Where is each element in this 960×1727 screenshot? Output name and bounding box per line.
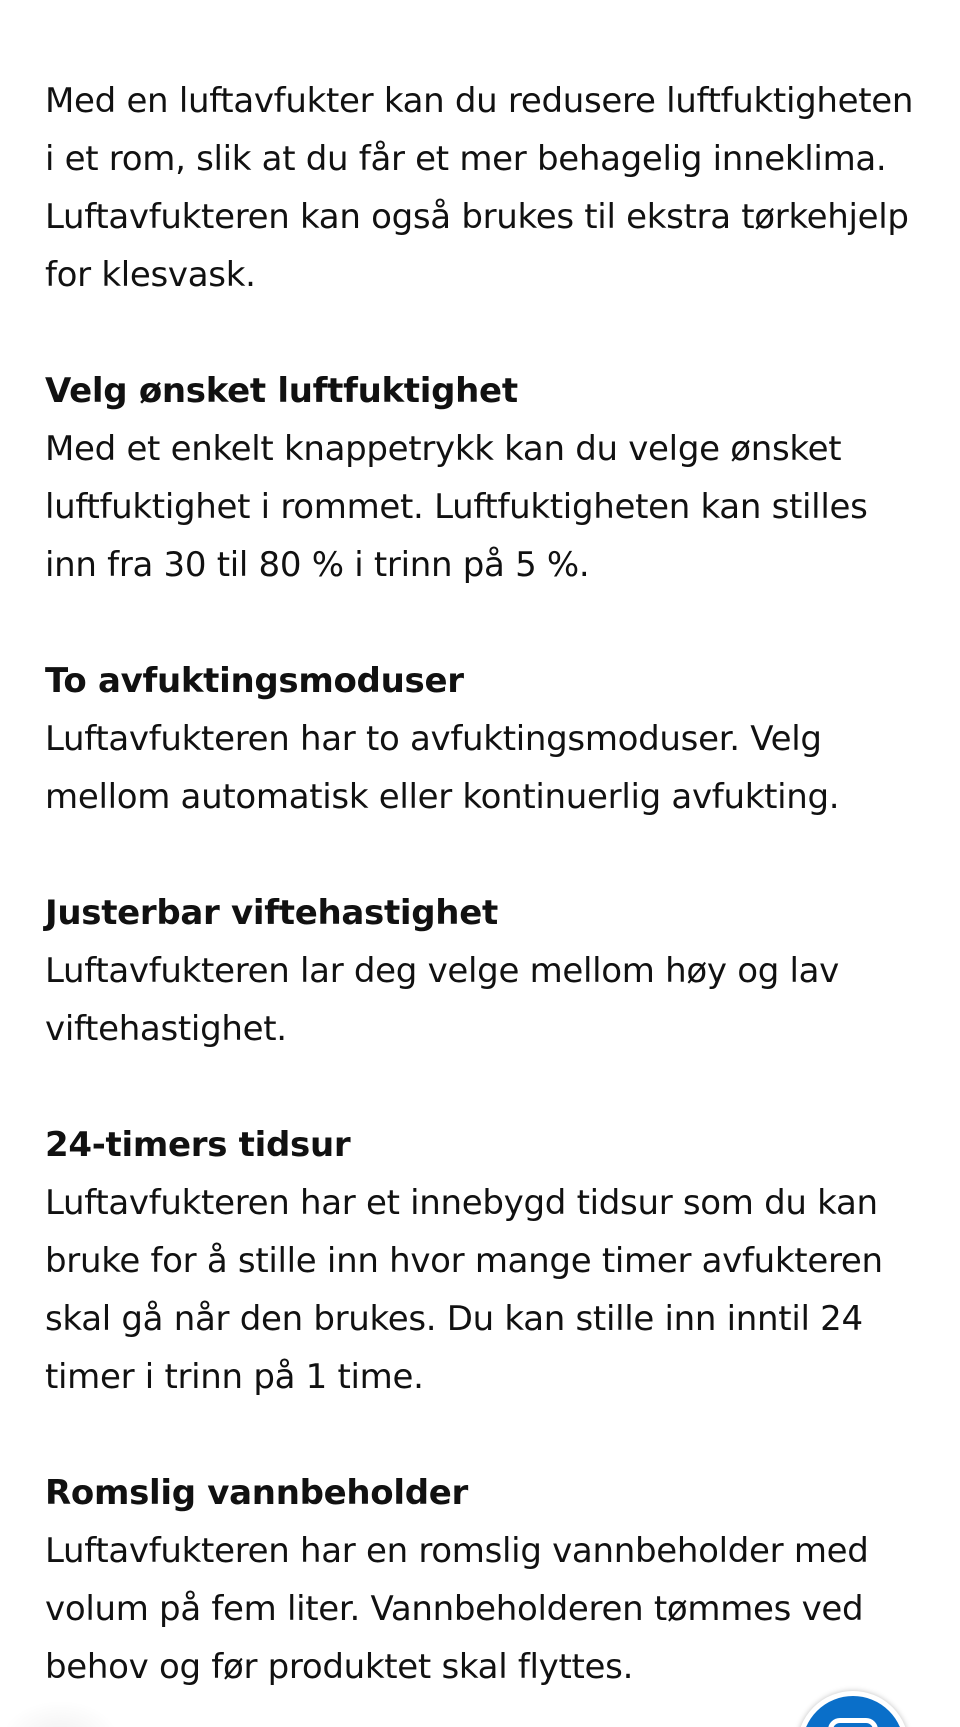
feature-section-timer — [45, 1116, 925, 1406]
feature-body: Luftavfukteren lar deg velge mellom høy og lav viftehastighet. — [45, 951, 839, 1049]
chat-icon — [828, 1718, 878, 1727]
feature-section-humidity — [45, 362, 925, 594]
feature-heading: Romslig vannbeholder — [45, 1473, 468, 1513]
chat-button[interactable] — [797, 1691, 909, 1727]
feature-section-water-tank — [45, 1464, 925, 1696]
feature-heading: 24-timers tidsur — [45, 1125, 351, 1165]
feature-section-fan-speed — [45, 884, 925, 1058]
feature-body: Luftavfukteren har et innebygd tidsur som du kan bruke for å stille inn hvor mange timer avfukteren skal gå når den brukes. Du kan stille inn inntil 24 timer i trinn på 1 time. — [45, 1183, 883, 1397]
feature-heading: Velg ønsket luftfuktighet — [45, 371, 518, 411]
scroll-shadow — [0, 1700, 120, 1727]
feature-heading: Justerbar viftehastighet — [45, 893, 498, 933]
feature-section-modes — [45, 652, 925, 826]
intro-paragraph: Med en luftavfukter kan du redusere luftfuktigheten i et rom, slik at du får et mer behagelig inneklima. Luftavfukteren kan også brukes til ekstra tørkehjelp for klesvask. — [45, 81, 914, 295]
product-description — [45, 72, 925, 1696]
feature-body: Med et enkelt knappetrykk kan du velge ønsket luftfuktighet i rommet. Luftfuktigheten kan stilles inn fra 30 til 80 % i trinn på 5 %. — [45, 429, 868, 585]
feature-body: Luftavfukteren har en romslig vannbeholder med volum på fem liter. Vannbeholderen tømmes ved behov og før produktet skal flyttes. — [45, 1531, 869, 1687]
feature-heading: To avfuktingsmoduser — [45, 661, 464, 701]
feature-body: Luftavfukteren har to avfuktingsmoduser. Velg mellom automatisk eller kontinuerlig avfukting. — [45, 719, 840, 817]
